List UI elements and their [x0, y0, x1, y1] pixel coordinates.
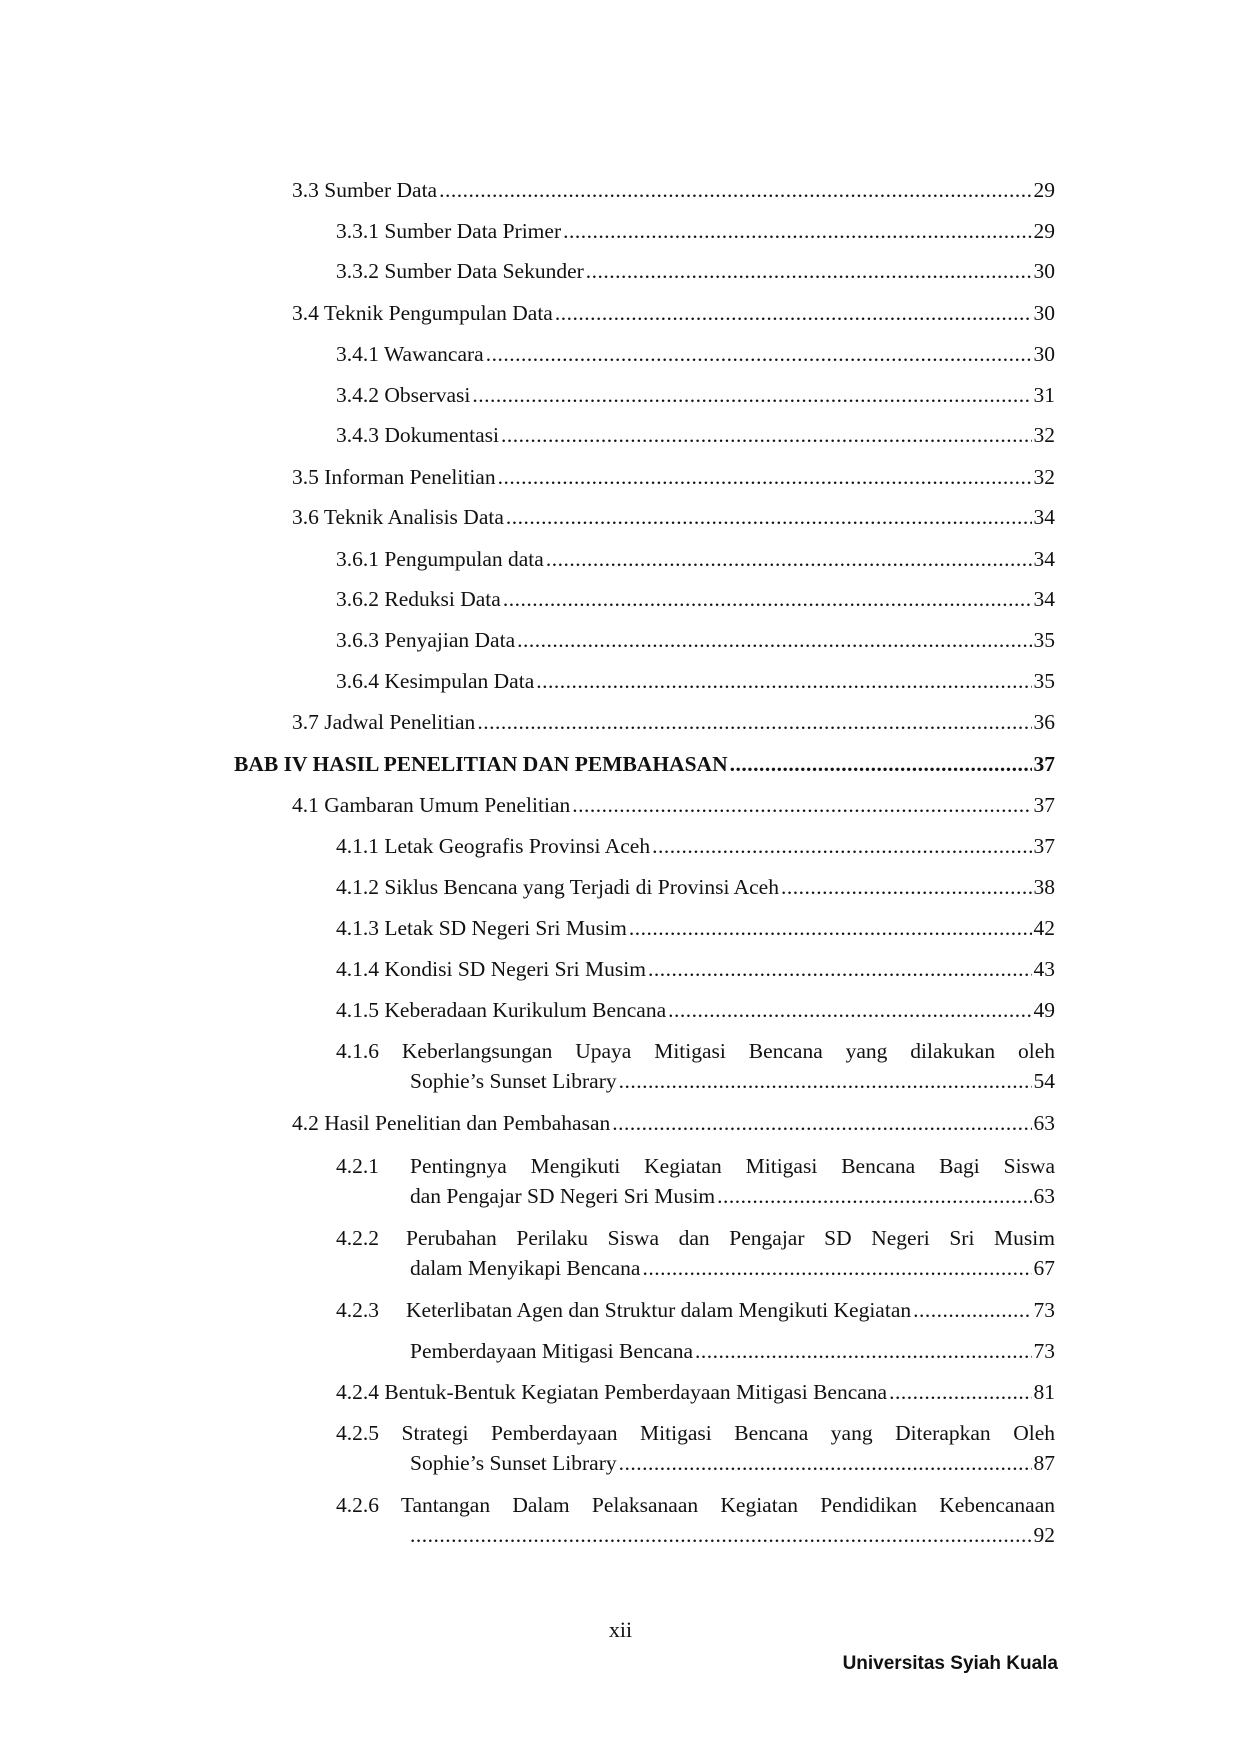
leader-dots — [555, 298, 1032, 328]
leader-dots — [506, 502, 1032, 532]
toc-entry[interactable] — [336, 913, 1055, 943]
toc-entry-label: Keterlibatan Agen dan Struktur dalam Mengikuti Kegiatan — [406, 1298, 912, 1322]
toc-entry-multiline[interactable] — [336, 1418, 1055, 1448]
leader-dots — [546, 544, 1032, 574]
toc-entry-page: 34 — [1033, 587, 1055, 611]
toc-entry-label-line1: Pentingnya Mengikuti Kegiatan Mitigasi Bencana Bagi Siswa — [410, 1154, 1055, 1178]
toc-entry[interactable] — [292, 707, 1055, 737]
toc-entry-page: 54 — [1033, 1069, 1055, 1093]
toc-entry-page: 29 — [1033, 178, 1055, 202]
leader-dots — [913, 1295, 1031, 1325]
leader-dots — [498, 462, 1032, 492]
toc-entry-page: 43 — [1033, 957, 1055, 981]
toc-entry-label-line2: Sophie’s Sunset Library — [410, 1451, 617, 1475]
toc-entry-label: 4.1.1 Letak Geografis Provinsi Aceh — [336, 834, 651, 858]
toc-entry[interactable] — [336, 216, 1055, 246]
toc-entry-page: 32 — [1033, 465, 1055, 489]
toc-entry[interactable] — [292, 298, 1055, 328]
toc-entry-multiline[interactable] — [336, 1223, 1055, 1253]
leader-dots — [439, 175, 1031, 205]
leader-dots — [472, 380, 1031, 410]
toc-entry-page: 63 — [1033, 1111, 1055, 1135]
toc-entry[interactable] — [292, 462, 1055, 492]
toc-entry[interactable] — [292, 790, 1055, 820]
toc-entry-label-line2: dan Pengajar SD Negeri Sri Musim — [410, 1184, 716, 1208]
toc-entry-continuation[interactable] — [410, 1448, 1055, 1478]
toc-entry-label: 3.3 Sumber Data — [292, 178, 438, 202]
leader-dots — [781, 872, 1032, 902]
leader-dots — [730, 749, 1032, 779]
leader-dots — [642, 1253, 1031, 1283]
toc-entry-label: 3.5 Informan Penelitian — [292, 465, 496, 489]
toc-entry-label: 4.2 Hasil Penelitian dan Pembahasan — [292, 1111, 611, 1135]
toc-entry-page: 73 — [1033, 1339, 1055, 1363]
toc-entry[interactable] — [292, 1108, 1055, 1138]
toc-entry-number: 4.2.1 — [336, 1154, 379, 1178]
leader-dots — [410, 1520, 1032, 1550]
toc-entry-page: 29 — [1033, 219, 1055, 243]
toc-entry[interactable] — [336, 625, 1055, 655]
toc-entry[interactable] — [410, 1336, 1055, 1366]
toc-entry[interactable] — [336, 666, 1055, 696]
toc-entry-continuation[interactable] — [410, 1181, 1055, 1211]
toc-entry[interactable] — [292, 502, 1055, 532]
toc-entry-label: 3.6.1 Pengumpulan data — [336, 547, 544, 571]
toc-entry[interactable] — [336, 544, 1055, 574]
toc-entry-label: 3.4.2 Observasi — [336, 383, 471, 407]
leader-dots — [517, 625, 1031, 655]
toc-entry-label: 4.1.2 Siklus Bencana yang Terjadi di Provinsi Aceh — [336, 875, 779, 899]
toc-entry-page: 30 — [1033, 342, 1055, 366]
toc-entry-label: 3.7 Jadwal Penelitian — [292, 710, 476, 734]
toc-entry[interactable] — [336, 1377, 1055, 1407]
toc-entry-multiline[interactable] — [336, 1151, 1055, 1181]
leader-dots — [501, 420, 1031, 450]
leader-dots — [486, 339, 1032, 369]
toc-entry-label-line1: 4.2.6 Tantangan Dalam Pelaksanaan Kegiatan Pendidikan Kebencanaan — [336, 1493, 1055, 1517]
toc-entry-page: 42 — [1033, 916, 1055, 940]
toc-entry[interactable] — [336, 339, 1055, 369]
toc-entry-label: 3.3.2 Sumber Data Sekunder — [336, 259, 584, 283]
toc-entry-page: 38 — [1033, 875, 1055, 899]
leader-dots — [586, 256, 1032, 286]
toc-entry-label: 3.6.3 Penyajian Data — [336, 628, 516, 652]
toc-entry-page: 73 — [1033, 1298, 1055, 1322]
toc-entry-label: 4.1.3 Letak SD Negeri Sri Musim — [336, 916, 627, 940]
toc-entry-page: 36 — [1033, 710, 1055, 734]
leader-dots — [652, 831, 1031, 861]
toc-entry[interactable] — [336, 1295, 1055, 1325]
toc-entry-label: 3.4.3 Dokumentasi — [336, 423, 500, 447]
toc-entry-page: 92 — [1033, 1523, 1055, 1547]
toc-entry-page: 35 — [1033, 669, 1055, 693]
toc-entry-label: 3.6.2 Reduksi Data — [336, 587, 501, 611]
toc-entry-label: 3.4.1 Wawancara — [336, 342, 484, 366]
leader-dots — [889, 1377, 1031, 1407]
toc-entry[interactable] — [336, 831, 1055, 861]
leader-dots — [503, 584, 1032, 614]
toc-entry-continuation[interactable] — [410, 1066, 1055, 1096]
toc-entry-page: 67 — [1033, 1256, 1055, 1280]
toc-entry-label: BAB IV HASIL PENELITIAN DAN PEMBAHASAN — [234, 752, 728, 776]
toc-entry-multiline[interactable] — [336, 1036, 1055, 1066]
leader-dots — [563, 216, 1031, 246]
toc-entry-number: 4.2.3 — [336, 1298, 379, 1322]
toc-entry-page: 63 — [1033, 1184, 1055, 1208]
toc-chapter-entry[interactable] — [234, 749, 1055, 779]
toc-entry[interactable] — [336, 420, 1055, 450]
toc-entry-multiline[interactable] — [336, 1490, 1055, 1520]
toc-entry-label: 3.3.1 Sumber Data Primer — [336, 219, 562, 243]
toc-entry-page: 37 — [1033, 834, 1055, 858]
toc-entry[interactable] — [336, 256, 1055, 286]
toc-entry-label: Pemberdayaan Mitigasi Bencana — [410, 1339, 693, 1363]
toc-entry[interactable] — [336, 584, 1055, 614]
toc-entry-label-line1: 4.1.6 Keberlangsungan Upaya Mitigasi Bencana yang dilakukan oleh — [336, 1039, 1055, 1063]
toc-entry-page: 31 — [1033, 383, 1055, 407]
toc-entry-page: 81 — [1033, 1380, 1055, 1404]
toc-entry-continuation[interactable] — [410, 1253, 1055, 1283]
toc-entry-page: 37 — [1033, 793, 1055, 817]
leader-dots — [619, 1448, 1032, 1478]
toc-entry-number: 4.2.2 — [336, 1226, 379, 1250]
leader-dots — [629, 913, 1032, 943]
leader-dots — [648, 954, 1032, 984]
toc-entry-page: 34 — [1033, 505, 1055, 529]
toc-entry[interactable] — [336, 872, 1055, 902]
toc-entry-page: 32 — [1033, 423, 1055, 447]
leader-dots — [619, 1066, 1032, 1096]
toc-entry-label: 3.6.4 Kesimpulan Data — [336, 669, 535, 693]
toc-entry-page: 30 — [1033, 259, 1055, 283]
leader-dots — [572, 790, 1031, 820]
toc-entry-page: 49 — [1033, 998, 1055, 1022]
toc-entry[interactable] — [336, 380, 1055, 410]
toc-entry-label: 4.1.4 Kondisi SD Negeri Sri Musim — [336, 957, 646, 981]
toc-entry-label: 4.1 Gambaran Umum Penelitian — [292, 793, 571, 817]
leader-dots — [668, 995, 1031, 1025]
institution-name: Universitas Syiah Kuala — [842, 1653, 1058, 1674]
leader-dots — [477, 707, 1031, 737]
toc-entry-label-line1: 4.2.5 Strategi Pemberdayaan Mitigasi Bencana yang Diterapkan Oleh — [336, 1421, 1055, 1445]
toc-entry-page: 87 — [1033, 1451, 1055, 1475]
toc-entry-label: 3.4 Teknik Pengumpulan Data — [292, 301, 553, 325]
toc-entry-label-line2: dalam Menyikapi Bencana — [410, 1256, 641, 1280]
toc-entry-label: 4.2.4 Bentuk-Bentuk Kegiatan Pemberdayaan Mitigasi Bencana — [336, 1380, 888, 1404]
toc-entry-label-line1: Perubahan Perilaku Siswa dan Pengajar SD Negeri Sri Musim — [406, 1226, 1055, 1250]
leader-dots — [612, 1108, 1031, 1138]
toc-entry-page: 37 — [1033, 752, 1055, 776]
toc-entry[interactable] — [292, 175, 1055, 205]
toc-entry[interactable] — [336, 995, 1055, 1025]
leader-dots — [695, 1336, 1032, 1366]
toc-entry-page: 34 — [1033, 547, 1055, 571]
toc-entry-label: 4.1.5 Keberadaan Kurikulum Bencana — [336, 998, 667, 1022]
page-number: xii — [608, 1617, 633, 1642]
toc-entry-page: 35 — [1033, 628, 1055, 652]
leader-dots — [717, 1181, 1031, 1211]
toc-entry-label-line2: Sophie’s Sunset Library — [410, 1069, 617, 1093]
toc-entry-page: 30 — [1033, 301, 1055, 325]
leader-dots — [536, 666, 1031, 696]
toc-entry-label: 3.6 Teknik Analisis Data — [292, 505, 504, 529]
toc-entry[interactable] — [336, 954, 1055, 984]
toc-entry-continuation[interactable] — [410, 1520, 1055, 1550]
